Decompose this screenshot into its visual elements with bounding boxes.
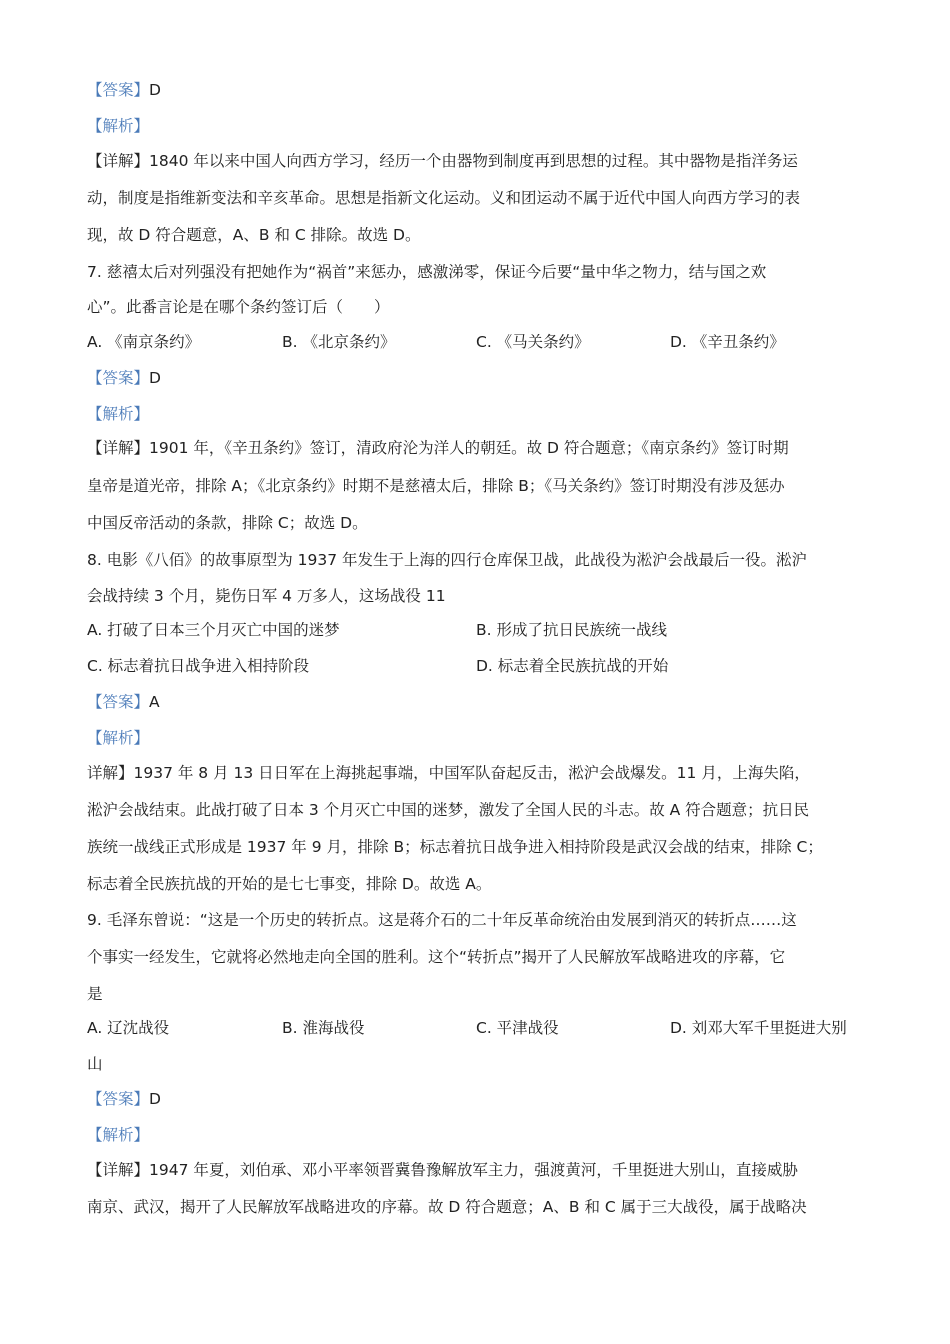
option-a: A. 打破了日本三个月灭亡中国的迷梦: [87, 621, 340, 639]
answer-line: [87, 80, 877, 100]
detail-line: 【详解】1947 年夏，刘伯承、邓小平率领晋冀鲁豫解放军主力，强渡黄河，千里挺进大别山，直接威胁: [87, 1161, 798, 1179]
detail-line: 详解】1937 年 8 月 13 日日军在上海挑起事端，中国军队奋起反击，淞沪会战爆发。11 月，上海失陷，: [87, 764, 810, 782]
detail-line: 中国反帝活动的条款，排除 C；故选 D。: [87, 514, 368, 532]
detail-line: 现，故 D 符合题意，A、B 和 C 排除。故选 D。: [87, 226, 421, 244]
analysis-label: 【解析】: [87, 1126, 150, 1144]
answer-label: 【答案】: [87, 1090, 150, 1108]
analysis-label: 【解析】: [87, 117, 150, 135]
question-stem: 是: [87, 985, 103, 1003]
question-stem: 个事实一经发生，它就将必然地走向全国的胜利。这个“转折点”揭开了人民解放军战略进攻的序幕，它: [87, 948, 786, 966]
detail-line: 【详解】1840 年以来中国人向西方学习，经历一个由器物到制度再到思想的过程。其中器物是指洋务运: [87, 152, 798, 170]
option-b: B. 形成了抗日民族统一战线: [476, 621, 667, 639]
answer-line: [87, 692, 877, 712]
detail-line: 淞沪会战结束。此战打破了日本 3 个月灭亡中国的迷梦，激发了全国人民的斗志。故 A 符合题意；抗日民: [87, 801, 810, 819]
analysis-label: 【解析】: [87, 729, 150, 747]
option-d: D. 标志着全民族抗战的开始: [476, 657, 669, 675]
answer-label: 【答案】: [87, 693, 150, 711]
detail-line: 【详解】1901 年，《辛丑条约》签订，清政府沦为洋人的朝廷。故 D 符合题意；《南京条约》签订时期: [87, 439, 789, 457]
answer-line: [87, 368, 877, 388]
analysis-label: 【解析】: [87, 405, 150, 423]
answer-value: D: [149, 369, 161, 387]
answer-value: D: [149, 1090, 161, 1108]
answer-value: A: [149, 693, 160, 711]
option-a: A. 《南京条约》: [87, 333, 201, 351]
detail-line: 族统一战线正式形成是 1937 年 9 月，排除 B；标志着抗日战争进入相持阶段是武汉会战的结束，排除 C；: [87, 838, 823, 856]
option-b: B. 《北京条约》: [282, 333, 396, 351]
question-stem: 9. 毛泽东曾说：“这是一个历史的转折点。这是蒋介石的二十年反革命统治由发展到消灭的转折点……这: [87, 911, 797, 929]
option-c: C. 平津战役: [476, 1019, 559, 1037]
answer-label: 【答案】: [87, 81, 150, 99]
question-stem: 7. 慈禧太后对列强没有把她作为“祸首”来惩办，感激涕零，保证今后要“量中华之物力，结与国之欢: [87, 263, 767, 281]
detail-line: 标志着全民族抗战的开始的是七七事变，排除 D。故选 A。: [87, 875, 492, 893]
question-stem: 8. 电影《八佰》的故事原型为 1937 年发生于上海的四行仓库保卫战，此战役为淞沪会战最后一役。淞沪: [87, 551, 808, 569]
option-c: C. 标志着抗日战争进入相持阶段: [87, 657, 310, 675]
answer-value: D: [149, 81, 161, 99]
option-d: D. 《辛丑条约》: [670, 333, 785, 351]
option-d: D. 刘邓大军千里挺进大别: [670, 1019, 847, 1037]
detail-line: 皇帝是道光帝，排除 A；《北京条约》时期不是慈禧太后，排除 B；《马关条约》签订时期没有涉及惩办: [87, 477, 785, 495]
answer-label: 【答案】: [87, 369, 150, 387]
detail-line: 南京、武汉，揭开了人民解放军战略进攻的序幕。故 D 符合题意；A、B 和 C 属于三大战役，属于战略决: [87, 1198, 807, 1216]
question-stem: 心”。此番言论是在哪个条约签订后（ ）: [87, 298, 390, 316]
option-b: B. 淮海战役: [282, 1019, 365, 1037]
question-stem: 会战持续 3 个月，毙伤日军 4 万多人，这场战役 11: [87, 587, 446, 605]
option-a: A. 辽沈战役: [87, 1019, 170, 1037]
detail-line: 动，制度是指维新变法和辛亥革命。思想是指新文化运动。义和团运动不属于近代中国人向西方学习的表: [87, 189, 801, 207]
option-d-continued: 山: [87, 1055, 103, 1073]
answer-line: [87, 1089, 877, 1109]
option-c: C. 《马关条约》: [476, 333, 590, 351]
